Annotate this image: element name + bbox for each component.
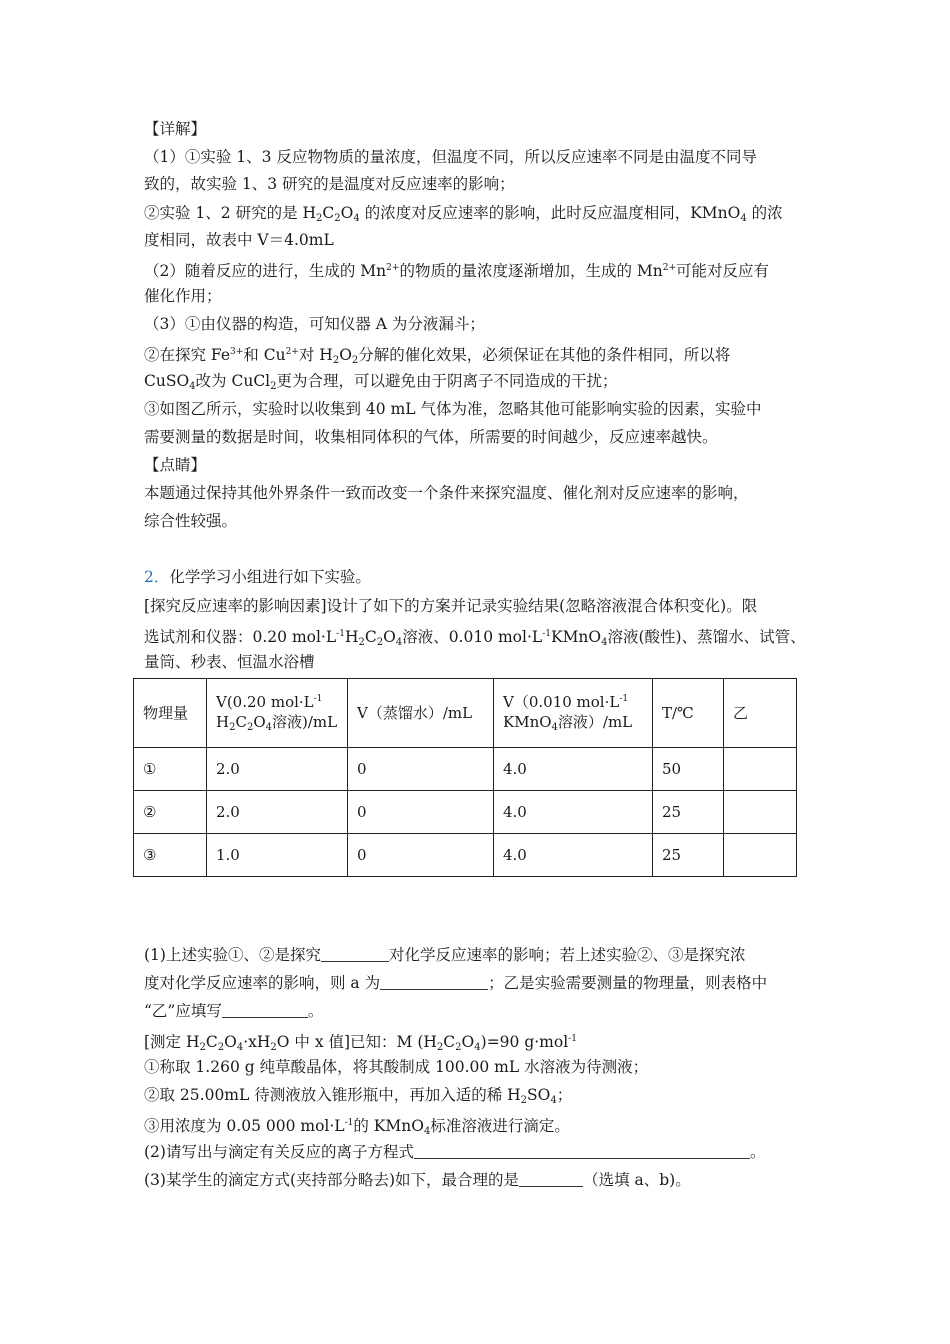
detail-paragraph-5a: ②在探究 $Fe^{3+}$和 $Cu^{2+}$对 $H_2O_2$分解的催化效果，必须保证在其他的条件相同，所以将: [144, 346, 731, 366]
question-3-line: (3)某学生的滴定方式(夹持部分略去)如下，最合理的是 （选填 a、b)。: [144, 1171, 691, 1189]
table-cell: [724, 834, 797, 877]
header-quantity: 物理量: [134, 679, 207, 748]
detail-paragraph-6b: 需要测量的数据是时间，收集相同体积的气体，所需要的时间越少，反应速率越快。: [144, 428, 718, 446]
table-header-row: [134, 679, 797, 748]
header-kmno4-volume: V（0.010 $mol\cdot L^{-1}$ KMnO$_4$溶液）/mL: [494, 679, 653, 748]
experiment-table: [133, 678, 797, 877]
table-cell: ①: [134, 748, 207, 791]
question-2-line-3: 量筒、秒表、恒温水浴槽: [144, 653, 315, 671]
comment-line-1: 本题通过保持其他外界条件一致而改变一个条件来探究温度、催化剂对反应速率的影响，: [144, 484, 749, 502]
table-cell: 2.0: [207, 791, 348, 834]
measure-line-4: ③用浓度为 0.05 000 $mol\cdot L^{-1}$的 KMnO$_4$标准溶液进行滴定。: [144, 1117, 570, 1137]
table-cell: 0: [348, 748, 494, 791]
detail-paragraph-2b: 度相同，故表中 V＝4.0mL: [144, 231, 334, 249]
detail-paragraph-2a: ②实验 1、2 研究的是 $H_2C_2O_4$ 的浓度对反应速率的影响，此时反应温度相同，KMnO$_4$ 的浓: [144, 204, 783, 224]
table-cell: 25: [653, 834, 724, 877]
table-cell: 1.0: [207, 834, 348, 877]
question-1-line-a: (1)上述实验①、②是探究 对化学反应速率的影响；若上述实验②、③是探究浓: [144, 946, 746, 964]
detail-paragraph-6a: ③如图乙所示，实验时以收集到 40 mL 气体为准，忽略其他可能影响实验的因素，实验中: [144, 400, 762, 418]
header-yi: 乙: [724, 679, 797, 748]
measure-line-1: [测定 $H_2C_2O_4\cdot xH_2O$ 中 x 值]已知：M $(H_2C_2O_4)=90$ g·mol$^{-1}$: [144, 1033, 577, 1053]
table-row: [134, 834, 797, 877]
header-water-volume: V（蒸馏水）/mL: [348, 679, 494, 748]
table-cell: ③: [134, 834, 207, 877]
question-2-intro: 2．化学学习小组进行如下实验。: [144, 568, 371, 586]
detail-paragraph-3a: （2）随着反应的进行，生成的 $Mn^{2+}$的物质的量浓度逐渐增加，生成的 $Mn^{2+}$可能对反应有: [144, 262, 770, 280]
detail-paragraph-1a: （1）①实验 1、3 反应物物质的量浓度，但温度不同，所以反应速率不同是由温度不同导: [144, 148, 757, 166]
detail-paragraph-3b: 催化作用；: [144, 287, 222, 305]
table-row: [134, 748, 797, 791]
measure-line-3: ②取 25.00mL 待测液放入锥形瓶中，再加入适的稀 $H_2SO_4$；: [144, 1086, 573, 1106]
detail-paragraph-1b: 致的，故实验 1、3 研究的是温度对反应速率的影响；: [144, 175, 515, 193]
answer-blank[interactable]: [380, 973, 488, 990]
answer-blank[interactable]: [519, 1170, 583, 1187]
comment-heading: 【点睛】: [144, 456, 207, 474]
question-1-line-b: 度对化学反应速率的影响，则 a 为 ；乙是实验需要测量的物理量，则表格中: [144, 974, 768, 992]
table-cell: ②: [134, 791, 207, 834]
answer-blank[interactable]: [414, 1142, 750, 1159]
table-cell: 0: [348, 791, 494, 834]
table-cell: [724, 791, 797, 834]
table-cell: 2.0: [207, 748, 348, 791]
table-cell: [724, 748, 797, 791]
detail-paragraph-4: （3）①由仪器的构造，可知仪器 A 为分液漏斗；: [144, 315, 485, 333]
table-cell: 4.0: [494, 748, 653, 791]
answer-blank[interactable]: [222, 1001, 308, 1018]
table-row: [134, 791, 797, 834]
table-cell: 0: [348, 834, 494, 877]
question-1-line-c: “乙”应填写 。: [144, 1002, 324, 1020]
table-cell: 25: [653, 791, 724, 834]
table-cell: 4.0: [494, 791, 653, 834]
comment-line-2: 综合性较强。: [144, 512, 238, 530]
measure-line-2: ①称取 1.260 g 纯草酸晶体，将其酸制成 100.00 mL 水溶液为待测液；: [144, 1058, 649, 1076]
answer-blank[interactable]: [321, 945, 389, 962]
table-cell: 50: [653, 748, 724, 791]
table-cell: 4.0: [494, 834, 653, 877]
question-number: 2．: [144, 568, 170, 586]
detail-paragraph-5b: CuSO$_4$改为 CuCl$_2$更为合理，可以避免由于阴离子不同造成的干扰；: [144, 372, 618, 392]
detail-heading: 【详解】: [144, 120, 207, 138]
question-2-line-2: 选试剂和仪器：0.20 $mol\cdot L^{-1}H_2C_2O_4$溶液、0.010 $mol\cdot L^{-1}KMnO_4$溶液(酸性)、蒸馏水、试管、: [144, 628, 806, 648]
header-h2c2o4-volume: V(0.20 $mol\cdot L^{-1}$ $H_2C_2O_4$溶液)/mL: [207, 679, 348, 748]
question-2-line-1: [探究反应速率的影响因素]设计了如下的方案并记录实验结果(忽略溶液混合体积变化)。限: [144, 597, 758, 615]
header-temperature: T/℃: [653, 679, 724, 748]
question-2-equation: (2)请写出与滴定有关反应的离子方程式 。: [144, 1143, 766, 1161]
